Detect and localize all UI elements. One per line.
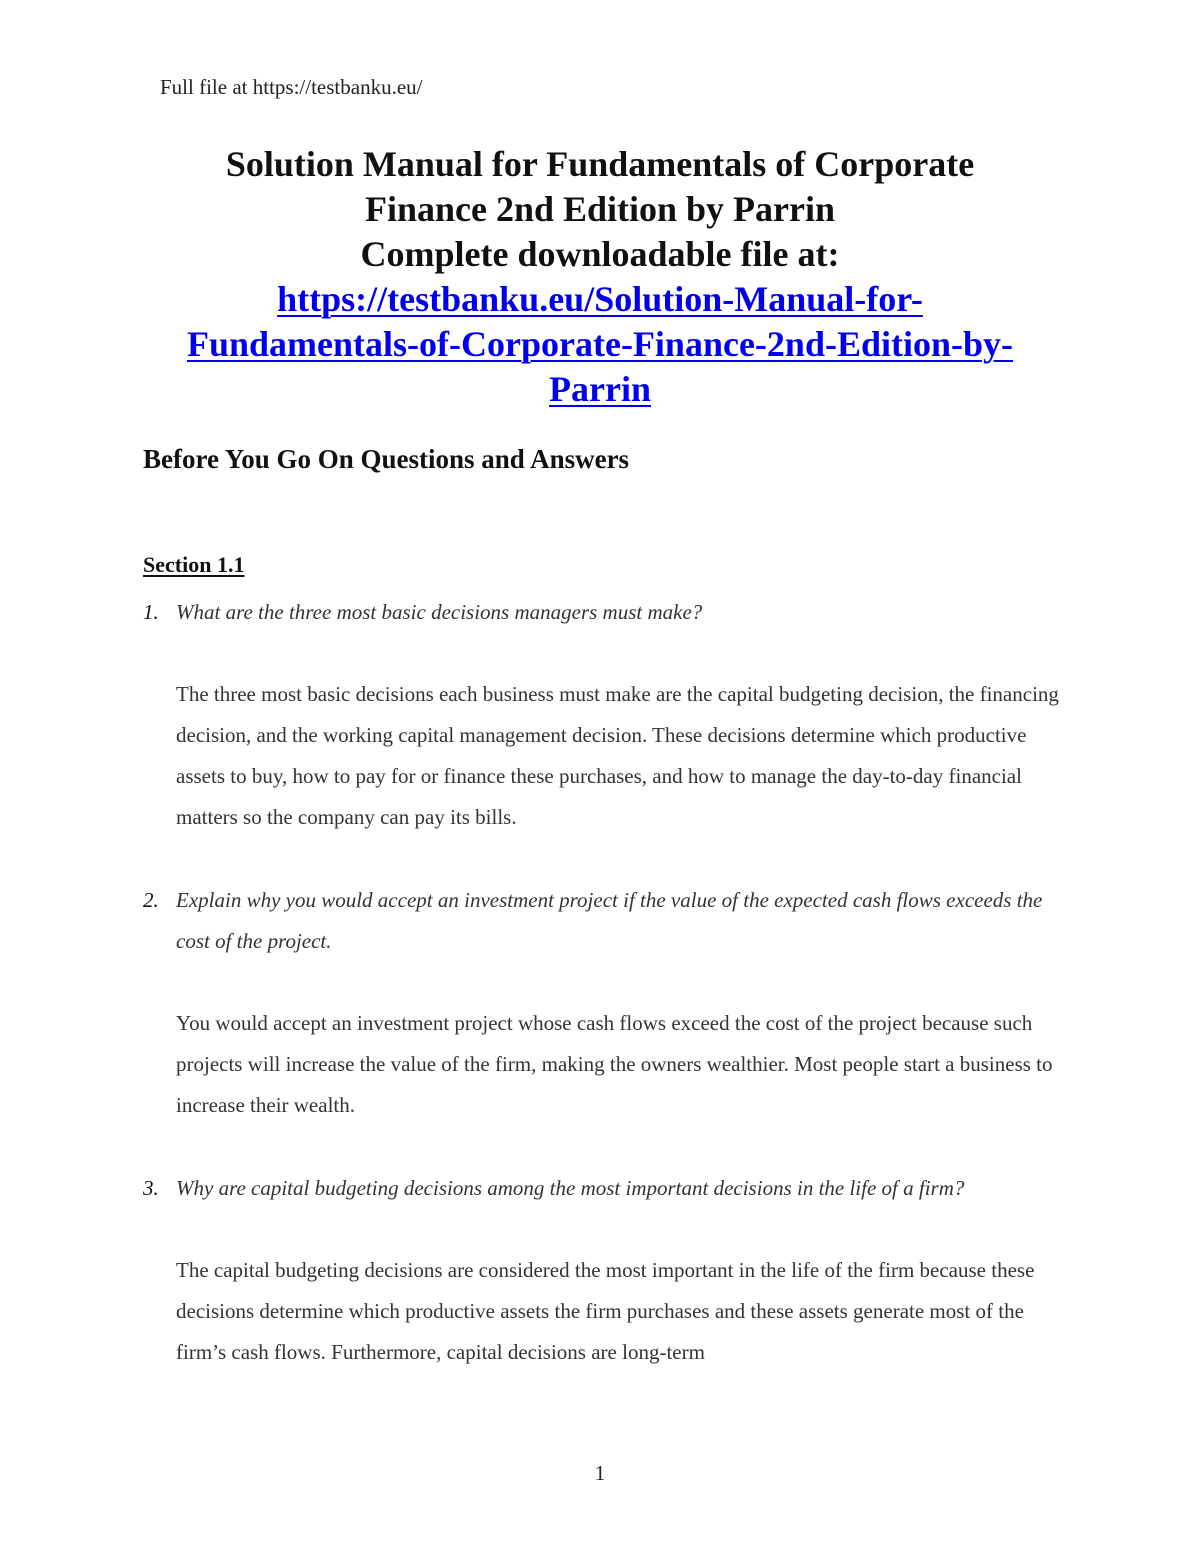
question-text: Why are capital budgeting decisions among the most important decisions in the life of a firm? [176,1176,965,1200]
answer-text: You would accept an investment project whose cash flows exceed the cost of the project because such projects will increase the value of the firm, making the owners wealthier. Most people start a business to increase their wealth. [176,1011,1053,1117]
title-line-1: Solution Manual for Fundamentals of Corporate [225,144,975,184]
header-note: Full file at https://testbanku.eu/ [160,75,423,99]
question-text: What are the three most basic decisions managers must make? [176,600,703,624]
qa-item [143,1168,1063,1373]
subheading: Before You Go On Questions and Answers [143,444,630,474]
answer-text: The three most basic decisions each business must make are the capital budgeting decision, the financing decision, and the working capital management decision. These decisions determine which productive assets to buy, how to pay for or finance these purchases, and how to manage the day-to-day financial matters so the company can pay its bills. [176,682,1059,829]
section-heading: Section 1.1 [143,552,245,577]
question-number: 3. [143,1176,159,1200]
question-number: 2. [143,888,159,912]
qa-list [143,592,1063,1373]
qa-item [143,592,1063,838]
download-link[interactable] [100,277,1100,412]
qa-item [143,880,1063,1126]
page-number: 1 [594,1461,606,1485]
title-line-2: Finance 2nd Edition by Parrin [364,189,836,229]
title-line-3: Complete downloadable file at: [360,234,840,274]
question-number: 1. [143,600,159,624]
question-text: Explain why you would accept an investment project if the value of the expected cash flows exceeds the cost of the project. [176,888,1043,953]
document-title [100,142,1100,412]
download-link-line-1[interactable]: https://testbanku.eu/Solution-Manual-for- [277,279,923,319]
answer-text: The capital budgeting decisions are considered the most important in the life of the firm because these decisions determine which productive assets the firm purchases and these assets generate most of the firm’s cash flows. Furthermore, capital decisions are long-term [176,1258,1035,1364]
download-link-line-3[interactable]: Parrin [549,369,651,409]
download-link-line-2[interactable]: Fundamentals-of-Corporate-Finance-2nd-Edition-by- [187,324,1013,364]
